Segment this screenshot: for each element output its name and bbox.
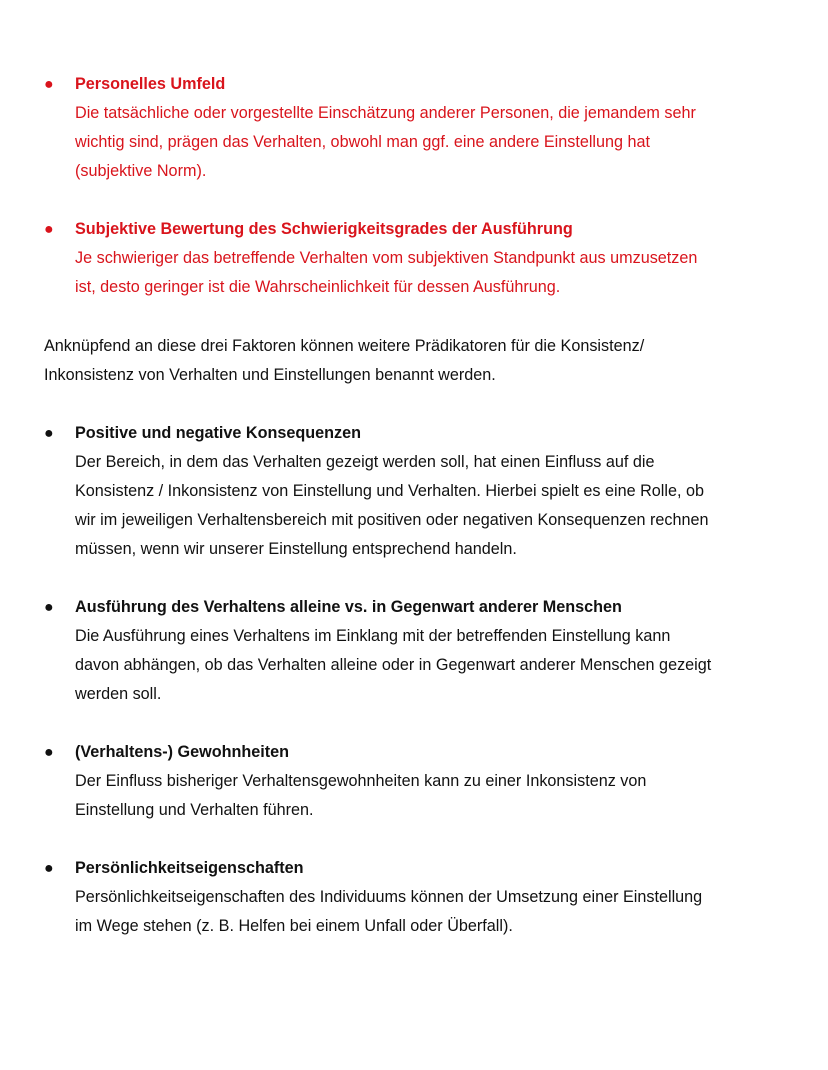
bullet-icon: ● (44, 744, 54, 761)
list-item-gegenwart-anderer (44, 593, 804, 709)
paragraph-line: Inkonsistenz von Verhalten und Einstellungen benannt werden. (44, 366, 496, 384)
bullet-icon: ● (44, 860, 54, 877)
list-item-konsequenzen (44, 419, 804, 564)
list-item-persoenlichkeit (44, 854, 804, 941)
bullet-icon: ● (44, 221, 54, 238)
item-text-line: im Wege stehen (z. B. Helfen bei einem Unfall oder Überfall). (75, 917, 513, 935)
item-text-line: Die Ausführung eines Verhaltens im Einklang mit der betreffenden Einstellung kann (75, 627, 671, 645)
item-text-line: wir im jeweiligen Verhaltensbereich mit positiven oder negativen Konsequenzen rechnen (75, 511, 709, 529)
list-item-personelles-umfeld (44, 70, 804, 186)
item-title: Personelles Umfeld (75, 75, 226, 93)
item-text-line: Der Einfluss bisheriger Verhaltensgewohnheiten kann zu einer Inkonsistenz von (75, 772, 647, 790)
intro-paragraph (44, 332, 804, 390)
item-text-line: Die tatsächliche oder vorgestellte Einschätzung anderer Personen, die jemandem sehr (75, 104, 696, 122)
item-text-line: müssen, wenn wir unserer Einstellung entsprechend handeln. (75, 540, 517, 558)
list-item-schwierigkeitsgrad (44, 215, 804, 302)
item-title: Positive und negative Konsequenzen (75, 424, 362, 442)
item-text-line: Persönlichkeitseigenschaften des Individuums können der Umsetzung einer Einstellung (75, 888, 703, 906)
item-title: Subjektive Bewertung des Schwierigkeitsgrades der Ausführung (75, 220, 573, 238)
item-text-line: wichtig sind, prägen das Verhalten, obwohl man ggf. eine andere Einstellung hat (75, 133, 651, 151)
bullet-icon: ● (44, 425, 54, 442)
item-text-line: Konsistenz / Inkonsistenz von Einstellung und Verhalten. Hierbei spielt es eine Rolle, ob (75, 482, 704, 500)
item-title: Ausführung des Verhaltens alleine vs. in Gegenwart anderer Menschen (75, 598, 622, 616)
bullet-icon: ● (44, 599, 54, 616)
item-text-line: (subjektive Norm). (75, 162, 207, 180)
item-text-line: Je schwieriger das betreffende Verhalten vom subjektiven Standpunkt aus umzusetzen (75, 249, 698, 267)
item-title: Persönlichkeitseigenschaften (75, 859, 304, 877)
bullet-icon: ● (44, 76, 54, 93)
item-text-line: Einstellung und Verhalten führen. (75, 801, 314, 819)
list-item-gewohnheiten (44, 738, 804, 825)
item-title: (Verhaltens-) Gewohnheiten (75, 743, 290, 761)
item-text-line: davon abhängen, ob das Verhalten alleine oder in Gegenwart anderer Menschen gezeigt (75, 656, 712, 674)
paragraph-line: Anknüpfend an diese drei Faktoren können weitere Prädikatoren für die Konsistenz/ (44, 337, 645, 355)
item-text-line: Der Bereich, in dem das Verhalten gezeigt werden soll, hat einen Einfluss auf die (75, 453, 655, 471)
item-text-line: werden soll. (75, 685, 162, 703)
item-text-line: ist, desto geringer ist die Wahrscheinlichkeit für dessen Ausführung. (75, 278, 561, 296)
